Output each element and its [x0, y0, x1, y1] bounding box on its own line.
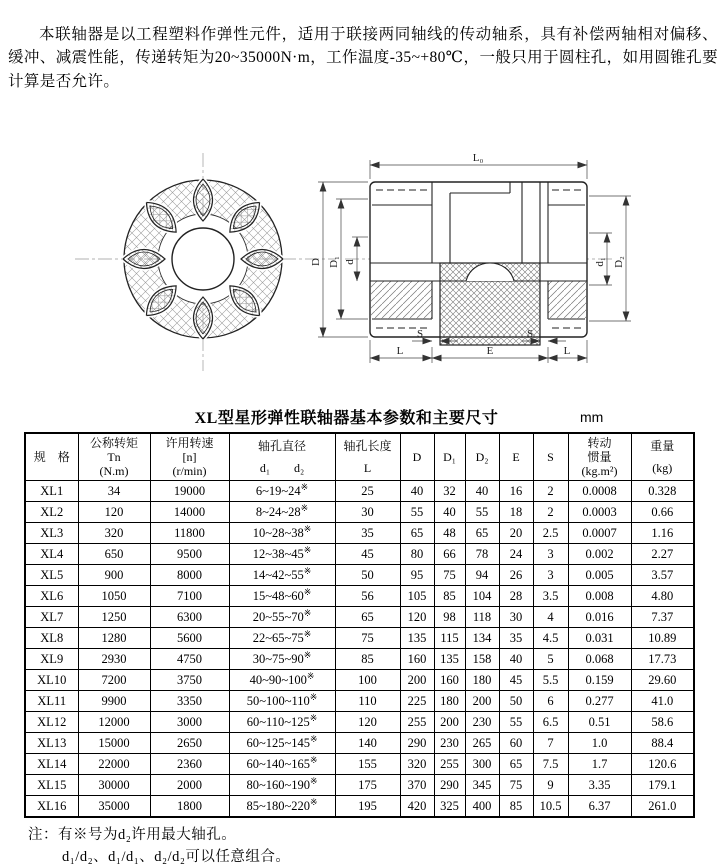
cell-torque: 7200: [78, 670, 150, 691]
header-torque: 公称转矩 Tn (N.m): [78, 433, 150, 481]
cell-D1: 48: [434, 523, 465, 544]
cell-D1: 160: [434, 670, 465, 691]
header-D2: D₂: [465, 433, 499, 481]
cell-weight: 179.1: [631, 775, 694, 796]
cell-speed: 8000: [150, 565, 229, 586]
cell-speed: 1800: [150, 796, 229, 818]
cell-L: 100: [335, 670, 400, 691]
dim-label-D: D: [310, 258, 322, 266]
cell-D: 40: [400, 481, 434, 502]
cell-D1: 290: [434, 775, 465, 796]
cell-weight: 120.6: [631, 754, 694, 775]
cell-spec: XL1: [25, 481, 78, 502]
dim-label-d: d: [344, 259, 356, 265]
cell-S: 10.5: [533, 796, 568, 818]
cell-D2: 265: [465, 733, 499, 754]
cell-bore: 85~180~220※: [229, 796, 335, 818]
cell-bore: 60~110~125※: [229, 712, 335, 733]
cell-bore: 60~140~165※: [229, 754, 335, 775]
cell-torque: 1250: [78, 607, 150, 628]
cell-D1: 66: [434, 544, 465, 565]
cell-D1: 32: [434, 481, 465, 502]
table-header-row: [25, 433, 694, 481]
cell-E: 20: [499, 523, 533, 544]
note-line-1: 注：有※号为d₂许用最大轴孔。: [28, 827, 237, 843]
cell-D2: 118: [465, 607, 499, 628]
header-bore-diameter: 轴孔直径 d₁ d₂: [229, 433, 335, 481]
cell-inertia: 0.51: [568, 712, 631, 733]
max-bore-mark: ※: [309, 712, 318, 723]
table-row: [25, 565, 694, 586]
cell-L: 65: [335, 607, 400, 628]
cell-E: 26: [499, 565, 533, 586]
cell-S: 3: [533, 544, 568, 565]
cell-D1: 255: [434, 754, 465, 775]
table-row: [25, 712, 694, 733]
cell-E: 60: [499, 733, 533, 754]
cell-bore: 14~42~55※: [229, 565, 335, 586]
cell-weight: 261.0: [631, 796, 694, 818]
max-bore-mark: ※: [300, 502, 309, 513]
parameters-table: [24, 432, 695, 818]
technical-drawing: [60, 143, 720, 390]
cell-speed: 7100: [150, 586, 229, 607]
cell-D1: 40: [434, 502, 465, 523]
cell-inertia: 0.005: [568, 565, 631, 586]
cell-E: 55: [499, 712, 533, 733]
cell-torque: 15000: [78, 733, 150, 754]
cell-inertia: 0.0007: [568, 523, 631, 544]
cell-spec: XL8: [25, 628, 78, 649]
cell-E: 24: [499, 544, 533, 565]
table-row: [25, 523, 694, 544]
cell-weight: 41.0: [631, 691, 694, 712]
cell-D: 225: [400, 691, 434, 712]
table-row: [25, 775, 694, 796]
cell-D1: 135: [434, 649, 465, 670]
max-bore-mark: ※: [303, 607, 312, 618]
cell-spec: XL12: [25, 712, 78, 733]
cell-weight: 2.27: [631, 544, 694, 565]
cell-D1: 98: [434, 607, 465, 628]
cell-torque: 2930: [78, 649, 150, 670]
header-spec: 规 格: [25, 433, 78, 481]
cell-speed: 2650: [150, 733, 229, 754]
cell-D: 80: [400, 544, 434, 565]
cell-bore: 6~19~24※: [229, 481, 335, 502]
max-bore-mark: ※: [306, 670, 315, 681]
header-E: E: [499, 433, 533, 481]
cell-E: 65: [499, 754, 533, 775]
header-speed: 许用转速 [n] (r/min): [150, 433, 229, 481]
dim-label-L0: L₀: [472, 152, 484, 164]
header-D: D: [400, 433, 434, 481]
cell-L: 155: [335, 754, 400, 775]
cell-D2: 55: [465, 502, 499, 523]
dim-label-D1: D₁: [328, 256, 340, 268]
header-bore-length: 轴孔长度 L: [335, 433, 400, 481]
cell-D: 65: [400, 523, 434, 544]
cell-L: 25: [335, 481, 400, 502]
cell-inertia: 6.37: [568, 796, 631, 818]
cell-E: 16: [499, 481, 533, 502]
cell-weight: 17.73: [631, 649, 694, 670]
table-row: [25, 628, 694, 649]
cell-torque: 35000: [78, 796, 150, 818]
cell-L: 120: [335, 712, 400, 733]
cell-torque: 1050: [78, 586, 150, 607]
cell-D: 105: [400, 586, 434, 607]
cell-E: 40: [499, 649, 533, 670]
cell-spec: XL3: [25, 523, 78, 544]
cell-D2: 230: [465, 712, 499, 733]
table-row: [25, 544, 694, 565]
cell-torque: 34: [78, 481, 150, 502]
cell-bore: 50~100~110※: [229, 691, 335, 712]
cell-inertia: 0.0003: [568, 502, 631, 523]
cell-L: 85: [335, 649, 400, 670]
header-inertia: 转动 惯量 (kg.m²): [568, 433, 631, 481]
cell-D2: 300: [465, 754, 499, 775]
cell-L: 75: [335, 628, 400, 649]
cell-D2: 345: [465, 775, 499, 796]
cell-bore: 10~28~38※: [229, 523, 335, 544]
cell-weight: 0.66: [631, 502, 694, 523]
cell-speed: 3350: [150, 691, 229, 712]
table-row: [25, 607, 694, 628]
cell-D1: 115: [434, 628, 465, 649]
cell-spec: XL5: [25, 565, 78, 586]
cell-speed: 3750: [150, 670, 229, 691]
max-bore-mark: ※: [303, 586, 312, 597]
cell-bore: 60~125~145※: [229, 733, 335, 754]
header-S: S: [533, 433, 568, 481]
cell-L: 35: [335, 523, 400, 544]
cell-inertia: 1.7: [568, 754, 631, 775]
cell-D: 120: [400, 607, 434, 628]
cell-S: 4.5: [533, 628, 568, 649]
cell-L: 50: [335, 565, 400, 586]
cell-weight: 29.60: [631, 670, 694, 691]
cell-L: 56: [335, 586, 400, 607]
dim-label-S-left: S: [416, 328, 424, 340]
cell-inertia: 0.277: [568, 691, 631, 712]
cell-bore: 80~160~190※: [229, 775, 335, 796]
cell-inertia: 1.0: [568, 733, 631, 754]
cell-D: 320: [400, 754, 434, 775]
cell-D1: 325: [434, 796, 465, 818]
max-bore-mark: ※: [309, 733, 318, 744]
max-bore-mark: ※: [303, 523, 312, 534]
cell-D1: 230: [434, 733, 465, 754]
coupling-section-view: [310, 152, 631, 363]
cell-S: 7.5: [533, 754, 568, 775]
max-bore-mark: ※: [303, 565, 312, 576]
cell-speed: 2000: [150, 775, 229, 796]
max-bore-mark: ※: [309, 691, 318, 702]
table-row: [25, 586, 694, 607]
cell-inertia: 0.0008: [568, 481, 631, 502]
cell-S: 5: [533, 649, 568, 670]
dim-label-d1: d₁: [594, 257, 606, 267]
table-row: [25, 502, 694, 523]
max-bore-mark: ※: [309, 754, 318, 765]
cell-bore: 15~48~60※: [229, 586, 335, 607]
cell-speed: 19000: [150, 481, 229, 502]
cell-spec: XL2: [25, 502, 78, 523]
cell-D: 160: [400, 649, 434, 670]
cell-spec: XL13: [25, 733, 78, 754]
max-bore-mark: ※: [303, 649, 312, 660]
table-row: [25, 670, 694, 691]
cell-speed: 14000: [150, 502, 229, 523]
cell-torque: 9900: [78, 691, 150, 712]
cell-D1: 85: [434, 586, 465, 607]
cell-bore: 22~65~75※: [229, 628, 335, 649]
cell-bore: 30~75~90※: [229, 649, 335, 670]
cell-spec: XL15: [25, 775, 78, 796]
unit-label: mm: [580, 409, 604, 425]
max-bore-mark: ※: [303, 628, 312, 639]
cell-D: 200: [400, 670, 434, 691]
table-row: [25, 649, 694, 670]
cell-speed: 11800: [150, 523, 229, 544]
cell-S: 2: [533, 481, 568, 502]
cell-L: 45: [335, 544, 400, 565]
cell-E: 28: [499, 586, 533, 607]
table-row: [25, 481, 694, 502]
cell-S: 3: [533, 565, 568, 586]
max-bore-mark: ※: [309, 796, 318, 807]
cell-spec: XL7: [25, 607, 78, 628]
cell-S: 2: [533, 502, 568, 523]
cell-inertia: 0.008: [568, 586, 631, 607]
cell-inertia: 0.016: [568, 607, 631, 628]
cell-weight: 58.6: [631, 712, 694, 733]
cell-bore: 20~55~70※: [229, 607, 335, 628]
cell-L: 30: [335, 502, 400, 523]
cell-L: 195: [335, 796, 400, 818]
cell-L: 175: [335, 775, 400, 796]
dim-label-D2: D₂: [613, 256, 625, 268]
cell-spec: XL11: [25, 691, 78, 712]
header-D1: D₁: [434, 433, 465, 481]
cell-weight: 88.4: [631, 733, 694, 754]
cell-torque: 12000: [78, 712, 150, 733]
cell-weight: 1.16: [631, 523, 694, 544]
cell-D: 255: [400, 712, 434, 733]
cell-D: 370: [400, 775, 434, 796]
cell-weight: 3.57: [631, 565, 694, 586]
cell-speed: 3000: [150, 712, 229, 733]
cell-spec: XL6: [25, 586, 78, 607]
cell-E: 75: [499, 775, 533, 796]
cell-inertia: 0.068: [568, 649, 631, 670]
cell-E: 35: [499, 628, 533, 649]
cell-D1: 75: [434, 565, 465, 586]
cell-D2: 158: [465, 649, 499, 670]
cell-inertia: 0.031: [568, 628, 631, 649]
cell-D2: 65: [465, 523, 499, 544]
cell-torque: 650: [78, 544, 150, 565]
cell-bore: 40~90~100※: [229, 670, 335, 691]
dim-label-L-right: L: [563, 345, 571, 357]
cell-S: 7: [533, 733, 568, 754]
cell-S: 3.5: [533, 586, 568, 607]
cell-speed: 5600: [150, 628, 229, 649]
cell-D: 95: [400, 565, 434, 586]
cell-speed: 6300: [150, 607, 229, 628]
cell-D: 135: [400, 628, 434, 649]
cell-S: 9: [533, 775, 568, 796]
cell-S: 6: [533, 691, 568, 712]
cell-weight: 10.89: [631, 628, 694, 649]
intro-paragraph: 本联轴器是以工程塑料作弹性元件，适用于联接两同轴线的传动轴系，具有补偿两轴相对偏移、缓冲、减震性能，传递转矩为20~35000N·m，工作温度-35~+80℃，一般只用于圆柱孔，如用圆锥孔要计算是否允许。: [8, 25, 718, 90]
cell-D2: 94: [465, 565, 499, 586]
cell-inertia: 0.159: [568, 670, 631, 691]
cell-D2: 134: [465, 628, 499, 649]
cell-torque: 120: [78, 502, 150, 523]
cell-D2: 104: [465, 586, 499, 607]
cell-D1: 180: [434, 691, 465, 712]
max-bore-mark: ※: [309, 775, 318, 786]
cell-E: 18: [499, 502, 533, 523]
cell-E: 45: [499, 670, 533, 691]
cell-weight: 0.328: [631, 481, 694, 502]
cell-S: 5.5: [533, 670, 568, 691]
dim-label-S-right: S: [526, 328, 534, 340]
table-row: [25, 754, 694, 775]
cell-S: 4: [533, 607, 568, 628]
cell-inertia: 0.002: [568, 544, 631, 565]
dim-label-L-left: L: [396, 345, 404, 357]
cell-D2: 400: [465, 796, 499, 818]
cell-bore: 12~38~45※: [229, 544, 335, 565]
cell-torque: 22000: [78, 754, 150, 775]
table-body: [25, 481, 694, 818]
cell-L: 140: [335, 733, 400, 754]
cell-speed: 9500: [150, 544, 229, 565]
cell-E: 85: [499, 796, 533, 818]
cell-D2: 40: [465, 481, 499, 502]
header-weight: 重量 (kg): [631, 433, 694, 481]
cell-spec: XL14: [25, 754, 78, 775]
cell-S: 6.5: [533, 712, 568, 733]
cell-E: 30: [499, 607, 533, 628]
cell-D: 290: [400, 733, 434, 754]
cell-speed: 4750: [150, 649, 229, 670]
coupling-front-view: [75, 153, 336, 371]
table-row: [25, 796, 694, 818]
cell-spec: XL4: [25, 544, 78, 565]
table-row: [25, 691, 694, 712]
note-line-2: d₁/d₂、d₁/d₁、d₂/d₂可以任意组合。: [62, 849, 291, 865]
cell-weight: 4.80: [631, 586, 694, 607]
cell-torque: 900: [78, 565, 150, 586]
cell-inertia: 3.35: [568, 775, 631, 796]
dim-label-E: E: [486, 345, 494, 357]
cell-torque: 30000: [78, 775, 150, 796]
cell-spec: XL16: [25, 796, 78, 818]
cell-D: 55: [400, 502, 434, 523]
cell-speed: 2360: [150, 754, 229, 775]
max-bore-mark: ※: [300, 481, 309, 492]
cell-D1: 200: [434, 712, 465, 733]
max-bore-mark: ※: [303, 544, 312, 555]
cell-L: 110: [335, 691, 400, 712]
cell-torque: 320: [78, 523, 150, 544]
cell-D2: 180: [465, 670, 499, 691]
cell-spec: XL9: [25, 649, 78, 670]
cell-D2: 78: [465, 544, 499, 565]
cell-weight: 7.37: [631, 607, 694, 628]
cell-S: 2.5: [533, 523, 568, 544]
cell-D2: 200: [465, 691, 499, 712]
cell-torque: 1280: [78, 628, 150, 649]
table-title: XL型星形弹性联轴器基本参数和主要尺寸: [194, 410, 499, 427]
cell-D: 420: [400, 796, 434, 818]
cell-E: 50: [499, 691, 533, 712]
cell-bore: 8~24~28※: [229, 502, 335, 523]
cell-spec: XL10: [25, 670, 78, 691]
table-row: [25, 733, 694, 754]
